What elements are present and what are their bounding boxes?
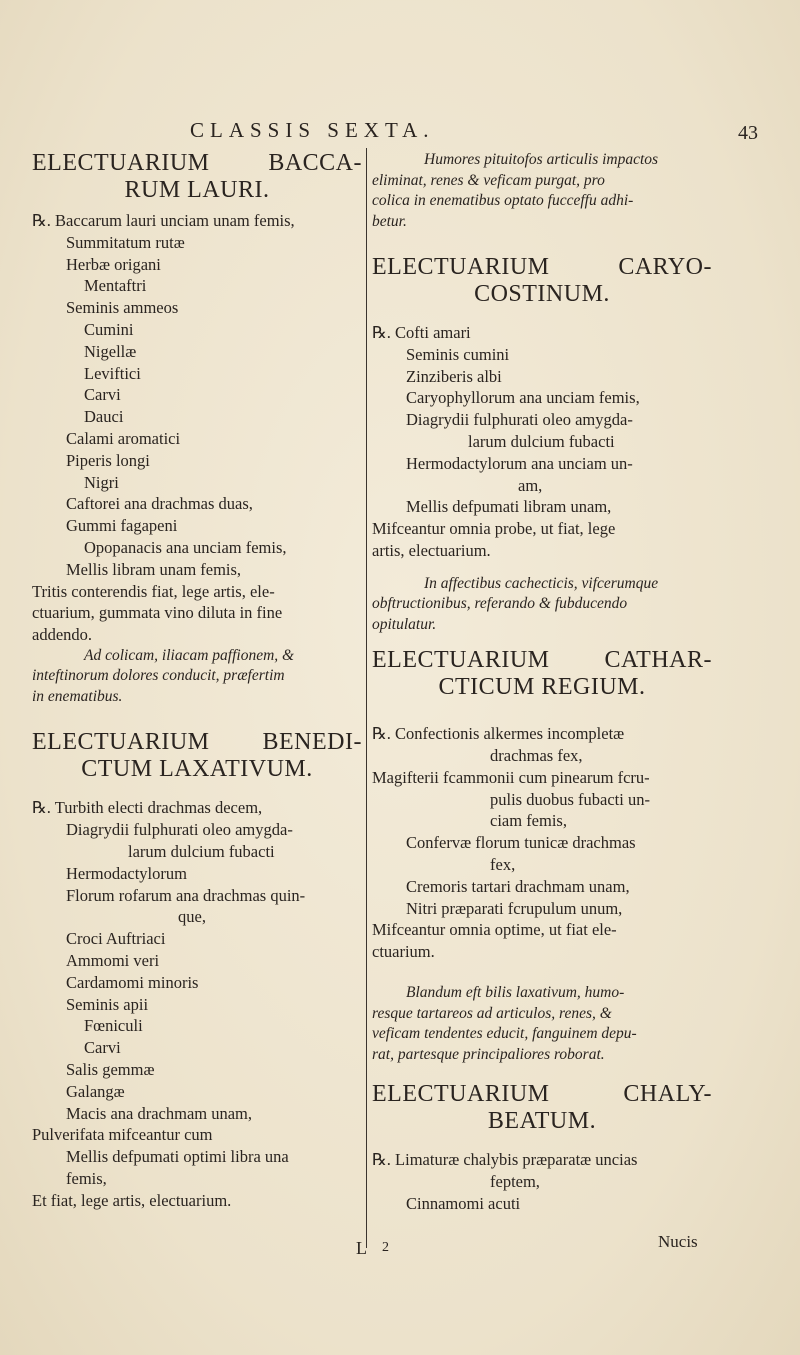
usage-note-line: Ad colicam, iliacam paffionem, & [84, 646, 295, 664]
recipe-line: Seminis cumini [406, 344, 510, 364]
recipe-line: Summitatum rutæ [66, 232, 185, 252]
recipe-line: Pulverifata mifceantur cum [32, 1125, 213, 1145]
recipe-line: Cumini [84, 319, 134, 339]
recipe-line: Caryophyllorum ana unciam femis, [406, 388, 640, 408]
recipe-line: Hermodactylorum [66, 863, 187, 883]
recipe-line: Dauci [84, 407, 124, 427]
usage-note-line: obftructionibus, referando & fubducendo [372, 595, 628, 613]
recipe-line: larum dulcium fubacti [468, 431, 615, 451]
usage-note-line: inteftinorum dolores conducit, præfertim [32, 667, 285, 685]
section-heading [372, 1081, 712, 1135]
page-number: 43 [738, 122, 758, 144]
section-heading [372, 647, 712, 701]
usage-note-line: colica in enematibus optato fucceffu adhi- [372, 192, 634, 209]
recipe-line: ℞. Turbith electi drachmas decem, [32, 798, 263, 818]
recipe-line: Mellis libram unam femis, [66, 559, 242, 579]
heading-line: BEATUM. [487, 1108, 597, 1135]
section-heading [32, 150, 362, 204]
right-column [372, 150, 712, 1214]
spacer [372, 707, 712, 723]
usage-note-line: Humores pituitofos articulis impactos [424, 151, 659, 168]
recipe-line: Diagrydii fulphurati oleo amygda- [66, 820, 293, 840]
recipe-line: Gummi fagapeni [66, 516, 178, 536]
recipe-line: ℞. Limaturæ chalybis præparatæ uncias [372, 1150, 638, 1170]
heading-line: CTICUM REGIUM. [438, 674, 646, 701]
recipe-line: Florum rofarum ana drachmas quin- [66, 885, 306, 905]
signature-mark: L [356, 1238, 367, 1258]
recipe-line: Ammomi veri [66, 951, 160, 971]
spacer [372, 232, 712, 254]
recipe-line: larum dulcium fubacti [128, 842, 275, 862]
signature-number: 2 [382, 1240, 389, 1255]
recipe-line: Diagrydii fulphurati oleo amygda- [406, 410, 633, 430]
usage-note-line: resque tartareos ad articulos, renes, & [372, 1004, 612, 1022]
recipe-line: pulis duobus fubacti un- [490, 789, 650, 809]
heading-line: ELECTUARIUM BACCA- [32, 150, 362, 176]
spacer [372, 963, 712, 983]
recipe-line: Hermodactylorum ana unciam un- [406, 453, 633, 473]
recipe-line: drachmas fex, [490, 746, 583, 766]
recipe-line: Mellis defpumati optimi libra una [66, 1147, 289, 1167]
running-title: CLASSIS SEXTA. [190, 118, 435, 142]
recipe-line: ctuarium, gummata vino diluta in fine [32, 603, 283, 623]
recipe-line: femis, [66, 1168, 107, 1188]
usage-note-line: veficam tendentes educit, fanguinem depu- [372, 1025, 637, 1043]
recipe-line: Herbæ origani [66, 254, 161, 274]
heading-line: COSTINUM. [474, 281, 610, 307]
recipe-line: Leviftici [84, 363, 141, 383]
recipe-line: Cremoris tartari drachmam unam, [406, 876, 630, 896]
recipe-line: Mellis defpumati libram unam, [406, 497, 612, 517]
spacer [372, 1065, 712, 1081]
heading-line: RUM LAURI. [124, 177, 270, 203]
spacer [372, 1141, 712, 1149]
recipe-line: Salis gemmæ [66, 1060, 155, 1079]
recipe-line: Nitri præparati fcrupulum unum, [406, 898, 623, 918]
recipe-line: ℞. Confectionis alkermes incompletæ [372, 724, 625, 744]
recipe-line: Opopanacis ana unciam femis, [84, 537, 287, 557]
column-divider [366, 148, 367, 1248]
recipe-line: Caftorei ana drachmas duas, [66, 494, 253, 514]
recipe-line: Cinnamomi acuti [406, 1193, 521, 1213]
recipe-line: am, [518, 475, 543, 495]
recipe-line: Croci Auftriaci [66, 929, 166, 949]
recipe-line: Macis ana drachmam unam, [66, 1103, 253, 1123]
recipe-line: Carvi [84, 385, 121, 405]
recipe-line: Calami aromatici [66, 428, 181, 448]
recipe-line: ℞. Baccarum lauri unciam unam femis, [32, 211, 295, 230]
recipe-line: Seminis ammeos [66, 298, 179, 318]
recipe-line: Cardamomi minoris [66, 972, 199, 992]
heading-line: ELECTUARIUM CARYO- [372, 254, 712, 280]
usage-note-line: betur. [372, 212, 407, 230]
recipe-line: ℞. Cofti amari [372, 323, 471, 342]
recipe-line: Et fiat, lege artis, electuarium. [32, 1190, 232, 1210]
recipe-line: Piperis longi [66, 450, 150, 470]
running-head [0, 118, 800, 148]
recipe-line: feptem, [490, 1171, 540, 1191]
heading-line: ELECTUARIUM CATHAR- [372, 647, 712, 674]
recipe-line: fex, [490, 855, 516, 875]
usage-note-line: Blandum eft bilis laxativum, humo- [406, 984, 625, 1002]
recipe-line: ciam femis, [490, 811, 567, 831]
heading-line: ELECTUARIUM CHALY- [372, 1081, 712, 1108]
section-heading [372, 254, 712, 308]
recipe-line: Seminis apii [66, 994, 149, 1014]
recipe-line: artis, electuarium. [372, 540, 491, 560]
recipe-line: Mifceantur omnia optime, ut fiat ele- [372, 920, 617, 940]
recipe-line: Fœniculi [84, 1016, 143, 1036]
recipe-line: Tritis conterendis fiat, lege artis, ele- [32, 581, 275, 601]
usage-note-line: eliminat, renes & veficam purgat, pro [372, 171, 605, 189]
usage-note-line: In affectibus cachecticis, vifcerumque [424, 574, 659, 592]
catchword: Nucis [658, 1232, 698, 1251]
spacer [32, 789, 362, 797]
recipe-line: Mentaftri [84, 276, 147, 296]
recipe-line: Nigri [84, 472, 119, 492]
recipe-line: Zinziberis albi [406, 366, 502, 386]
spacer [32, 707, 362, 729]
recipe-line: ctuarium. [372, 942, 435, 962]
spacer [372, 314, 712, 322]
usage-note-line: rat, partesque principaliores roborat. [372, 1045, 605, 1063]
heading-line: CTUM LAXATIVUM. [81, 756, 313, 783]
usage-note-line: in enematibus. [32, 687, 123, 705]
recipe-line: que, [178, 907, 206, 927]
spacer [372, 635, 712, 647]
recipe-line: Mifceantur omnia probe, ut fiat, lege [372, 519, 616, 539]
left-column [32, 150, 362, 1212]
heading-line: ELECTUARIUM BENEDI- [32, 729, 362, 756]
section-heading [32, 729, 362, 783]
spacer [372, 562, 712, 574]
usage-note-line: opitulatur. [372, 615, 437, 633]
recipe-line: Confervæ florum tunicæ drachmas [406, 833, 636, 853]
recipe-line: Magifterii fcammonii cum pinearum fcru- [372, 767, 650, 787]
recipe-line: addendo. [32, 625, 93, 645]
recipe-line: Galangæ [66, 1081, 125, 1101]
recipe-line: Nigellæ [84, 341, 137, 361]
recipe-line: Carvi [84, 1038, 121, 1058]
